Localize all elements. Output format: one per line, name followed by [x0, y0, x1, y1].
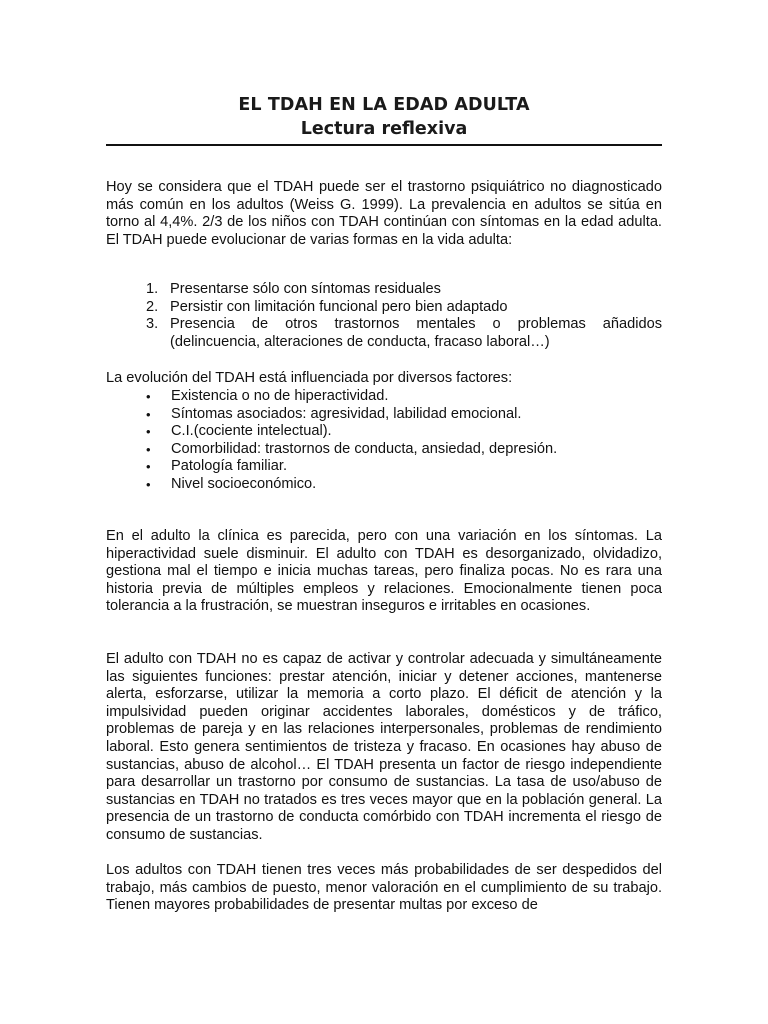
bullet-icon: • — [146, 406, 151, 422]
list-item-text: Nivel socioeconómico. — [171, 475, 317, 492]
list-item-text: Presentarse sólo con síntomas residuales — [170, 281, 441, 297]
list-item — [106, 406, 662, 424]
factors-intro: La evolución del TDAH está influenciada por diversos factores: — [106, 370, 513, 386]
list-item — [106, 423, 662, 441]
list-item-text: C.I.(cociente intelectual). — [171, 423, 332, 440]
bullet-icon: • — [146, 424, 151, 440]
list-item-text: Comorbilidad: trastornos de conducta, ansiedad, depresión. — [171, 440, 558, 457]
list-item — [106, 476, 662, 494]
bullet-icon: • — [146, 389, 151, 404]
funciones-paragraph: El adulto con TDAH no es capaz de activar y controlar adecuada y simultáneamente las siguientes funciones: prestar atención, iniciar y detener acciones, mantenerse alerta, esforzarse, utilizar la memoria a corto plazo. El déficit de atención y la impulsividad pueden originar accidentes laborales, domésticos y de tráfico, problemas de pareja y en las relaciones interpersonales, problemas de rendimiento laboral. Esto genera sentimientos de tristeza y fracaso. En ocasiones hay abuso de sustancias, abuso de alcohol… El TDAH presenta un factor de riesgo independiente para desarrollar un trastorno por consumo de sustancias. La tasa de uso/abuso de sustancias en TDAH no tratados es tres veces mayor que en la población general. La presencia de un trastorno de conducta comórbido con TDAH incrementa el riesgo de consumo de sustancias. — [106, 651, 662, 843]
forms-list — [106, 281, 662, 351]
list-item — [106, 458, 662, 476]
list-item-text: Patología familiar. — [171, 458, 288, 475]
document-title: EL TDAH EN LA EDAD ADULTA — [238, 95, 530, 115]
bullet-icon: • — [146, 476, 151, 492]
clinica-paragraph: En el adulto la clínica es parecida, pero con una variación en los síntomas. La hiperactividad suele disminuir. El adulto con TDAH es desorganizado, olvidadizo, gestiona mal el tiempo e inicia muchas tareas, pero finaliza pocas. No es rara una historia previa de múltiples empleos y relaciones. Emocionalmente tienen poca tolerancia a la frustración, se muestran inseguros e irritables en ocasiones. — [106, 528, 662, 615]
bullet-icon: • — [146, 459, 151, 475]
list-item — [106, 281, 662, 299]
document-subtitle: Lectura reflexiva — [300, 119, 468, 139]
factors-list — [106, 388, 662, 494]
list-item-text: Síntomas asociados: agresividad, labilidad emocional. — [171, 405, 522, 422]
title-divider — [106, 144, 662, 146]
bullet-icon: • — [146, 441, 151, 457]
intro-paragraph: Hoy se considera que el TDAH puede ser el trastorno psiquiátrico no diagnosticado más común en los adultos (Weiss G. 1999). La prevalencia en adultos se sitúa en torno al 4,4%. 2/3 de los niños con TDAH continúan con síntomas en la edad adulta. El TDAH puede evolucionar de varias formas en la vida adulta: — [106, 179, 662, 248]
list-item — [106, 299, 662, 317]
list-item-text: Presencia de otros trastornos mentales o problemas añadidos (delincuencia, alteraciones de conducta, fracaso laboral…) — [170, 316, 662, 350]
list-item — [106, 388, 662, 406]
list-number: 3. — [146, 316, 159, 333]
list-item — [106, 316, 662, 351]
list-number: 1. — [146, 281, 159, 297]
trabajo-paragraph: Los adultos con TDAH tienen tres veces más probabilidades de ser despedidos del trabajo, más cambios de puesto, menor valoración en el cumplimiento de su trabajo. Tienen mayores probabilidades de presentar multas por exceso de — [106, 862, 662, 914]
list-number: 2. — [146, 298, 159, 315]
list-item-text: Existencia o no de hiperactividad. — [171, 388, 389, 404]
list-item-text: Persistir con limitación funcional pero bien adaptado — [170, 298, 508, 315]
list-item — [106, 441, 662, 459]
